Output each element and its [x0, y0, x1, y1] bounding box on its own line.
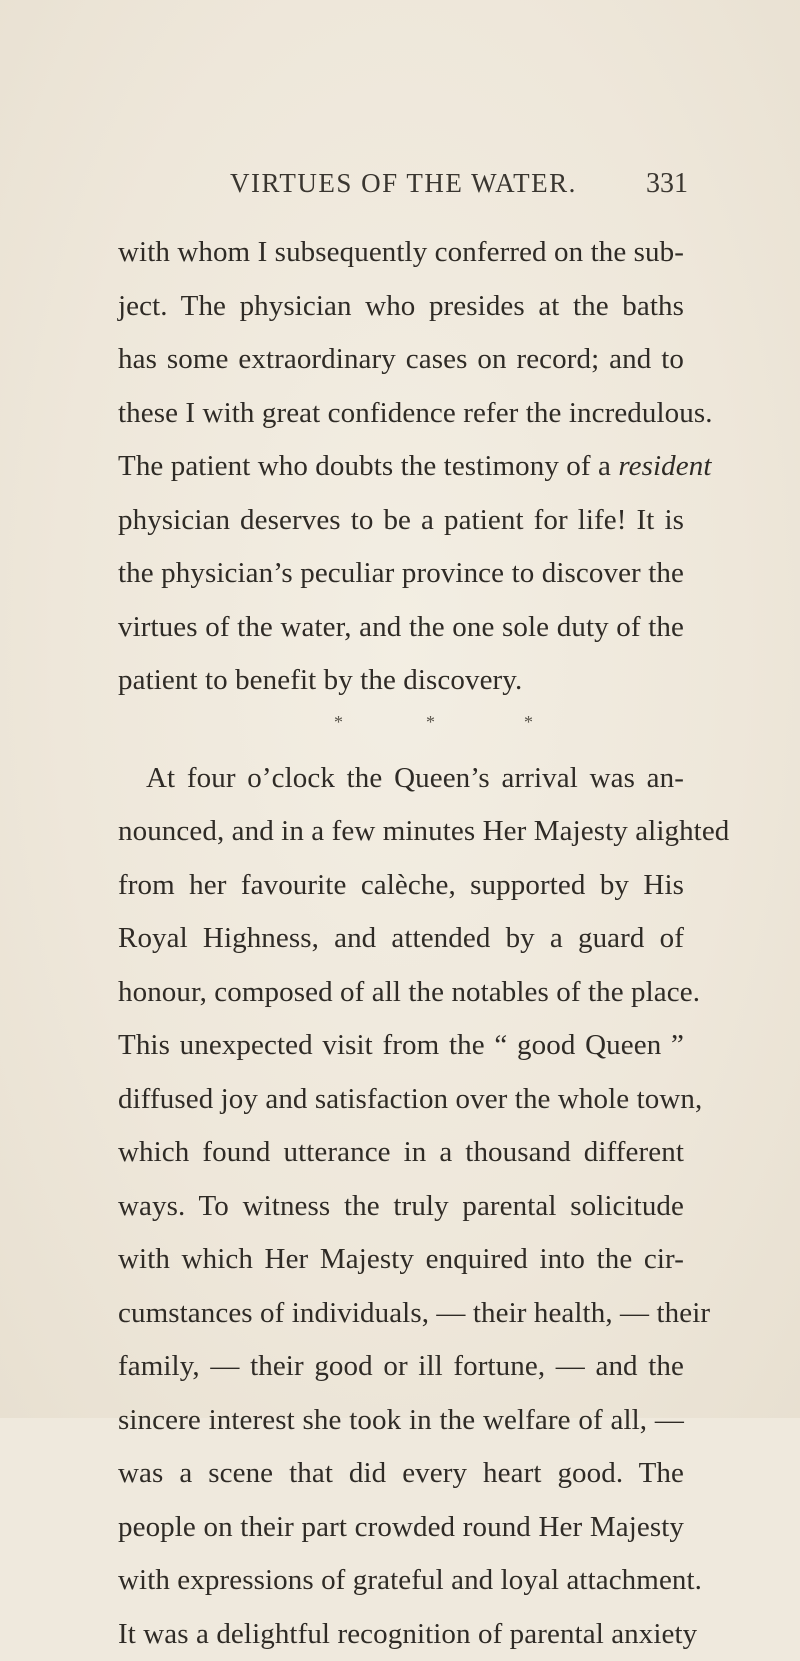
asterisk-mark: *: [524, 712, 533, 733]
asterisk-mark: *: [334, 712, 343, 733]
text-line: family, — their good or ill fortune, — and the: [118, 1340, 684, 1394]
text-line: nounced, and in a few minutes Her Majesty alighted: [118, 805, 684, 859]
paragraph-2: [118, 752, 684, 1661]
text-line: [118, 440, 684, 494]
page-number: 331: [646, 168, 688, 200]
text-line: these I with great confidence refer the incredulous.: [118, 387, 684, 441]
page-header: [118, 168, 688, 208]
text-line: sincere interest she took in the welfare of all, —: [118, 1394, 684, 1448]
text-line: from her favourite calèche, supported by His: [118, 859, 684, 913]
text-span: The patient who doubts the testimony of a: [118, 450, 618, 482]
text-line: which found utterance in a thousand different: [118, 1126, 684, 1180]
text-line: It was a delightful recognition of parental anxiety: [118, 1608, 684, 1661]
text-line: with which Her Majesty enquired into the cir-: [118, 1233, 684, 1287]
text-line: virtues of the water, and the one sole duty of the: [118, 601, 684, 655]
text-line: diffused joy and satisfaction over the whole town,: [118, 1073, 684, 1127]
text-line: has some extraordinary cases on record; and to: [118, 333, 684, 387]
text-line: cumstances of individuals, — their health, — their: [118, 1287, 684, 1341]
text-line: patient to benefit by the discovery.: [118, 654, 684, 708]
text-line: was a scene that did every heart good. The: [118, 1447, 684, 1501]
paragraph-1: [118, 226, 684, 708]
text-line: At four o’clock the Queen’s arrival was an-: [118, 752, 684, 806]
running-title: VIRTUES OF THE WATER.: [230, 168, 577, 199]
text-line: ject. The physician who presides at the baths: [118, 280, 684, 334]
text-line: ways. To witness the truly parental solicitude: [118, 1180, 684, 1234]
body-text: [118, 226, 684, 1661]
text-line: Royal Highness, and attended by a guard of: [118, 912, 684, 966]
text-line: the physician’s peculiar province to discover the: [118, 547, 684, 601]
text-line: with whom I subsequently conferred on the sub-: [118, 226, 684, 280]
text-line: people on their part crowded round Her Majesty: [118, 1501, 684, 1555]
text-line: physician deserves to be a patient for life! It is: [118, 494, 684, 548]
text-line: This unexpected visit from the “ good Queen ”: [118, 1019, 684, 1073]
asterisk-mark: *: [426, 712, 435, 733]
text-line: with expressions of grateful and loyal attachment.: [118, 1554, 684, 1608]
section-separator: [118, 708, 684, 752]
italic-word: resident: [618, 450, 711, 482]
text-line: honour, composed of all the notables of the place.: [118, 966, 684, 1020]
